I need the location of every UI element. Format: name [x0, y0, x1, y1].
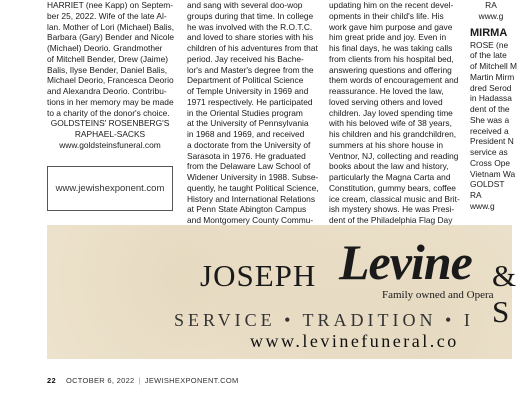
text-line: ber 25, 2022. Wife of the late Al- — [47, 10, 167, 21]
text-line: lan. Mother of Lori (Michael) Balis, — [47, 21, 175, 32]
text-line: he was involved with the R.O.T.C. — [187, 21, 313, 32]
ad-tagline: Family owned and Opera — [382, 289, 494, 301]
text-line: and loved to share stories with his — [187, 32, 314, 43]
text-line: Ventnor, NJ, collecting and reading — [329, 150, 459, 161]
credit-line: RA — [485, 0, 497, 10]
text-line: Department of Political Science — [187, 75, 304, 86]
text-line: ice cream, classical music and Brit- — [329, 193, 460, 204]
text-line: Sarasota in 1976. He graduated — [187, 150, 306, 161]
text-line: in Hadassa — [470, 93, 512, 104]
obituary-column-2 — [187, 0, 319, 226]
text-line: and Alexandra Deorio. Contribu- — [47, 86, 167, 96]
text-line: GOLDST — [470, 179, 505, 190]
text-line: Constitution, gummy bears, coffee — [329, 182, 456, 193]
text-line: of Mitchell Bender, Drew (Jaime) — [47, 53, 169, 64]
text-line: opments in their child's life. His — [329, 10, 444, 21]
text-line: quently, he taught Political Science, — [187, 182, 319, 193]
ad-url[interactable]: www.levinefuneral.co — [250, 331, 459, 351]
text-line: particularly the Magna Carta and — [329, 172, 451, 182]
text-line: service as — [470, 147, 508, 157]
text-line: ROSE (ne — [470, 39, 509, 50]
ad-name-amp: & S — [492, 258, 517, 329]
text-line: summers at his shore house in — [329, 139, 444, 150]
text-line: of Mitchell M — [470, 61, 517, 71]
text-line: updating him on the recent devel- — [329, 0, 454, 10]
text-line: Vietnam Wa — [470, 168, 516, 179]
text-line: work gave him purpose and gave — [329, 21, 453, 32]
text-line: Widener University in 1988. Subse- — [187, 172, 319, 182]
text-line: Cross Ope — [470, 157, 511, 168]
text-line: answering questions and offering — [329, 64, 452, 75]
footer-separator: | — [138, 376, 141, 385]
credit-line: GOLDSTEINS' ROSENBERG'S — [50, 118, 170, 129]
text-line: received a — [470, 125, 509, 136]
obituary-column-1 — [47, 0, 173, 151]
ad-name-first: JOSEPH — [200, 258, 317, 293]
text-line: him great pride and joy. Even in — [329, 32, 447, 43]
text-line: period. Jay received his Bache- — [187, 53, 304, 64]
text-line: She was a — [470, 114, 510, 125]
obituary-column-3 — [329, 0, 459, 226]
text-line: lor's and Master's degree from the — [187, 64, 314, 75]
text-line: Barbara (Gary) Bender and Nicole — [47, 32, 175, 43]
obituary-heading: MIRMA — [470, 26, 508, 39]
text-line: children. Jay loved spending time — [329, 107, 453, 118]
text-line: and Montgomery County Commu- — [187, 215, 314, 225]
funeral-home-advertisement[interactable] — [47, 225, 517, 359]
text-line: books about the law and history, — [329, 161, 449, 172]
text-line: ish mystery shows. He was Presi- — [329, 204, 455, 215]
text-line: dent of the Philadelphia Flag Day — [329, 215, 453, 225]
text-line: www.g — [470, 200, 495, 211]
obituary-column-4 — [470, 0, 517, 212]
text-line: (Michael) Deorio. Grandmother — [47, 43, 163, 53]
footer-date: OCTOBER 6, 2022 — [65, 376, 135, 385]
text-line: of Temple University in 1969 and — [187, 86, 309, 96]
text-line: children of his adventures from that — [187, 43, 318, 53]
text-line: in 1968 and 1969, and received — [187, 129, 305, 139]
text-line: in the Oriental Studies program — [187, 107, 303, 118]
text-line: of the late — [470, 50, 507, 61]
credit-line: www.g — [478, 10, 504, 21]
ad-services: SERVICE • TRADITION • I — [174, 310, 474, 330]
text-line: from the Delaware Law School of — [187, 161, 311, 172]
text-line: with his beloved wife of 38 years, — [329, 118, 452, 129]
text-line: dred Serod — [470, 82, 512, 93]
credit-line: RAPHAEL-SACKS — [74, 129, 146, 139]
text-line: 1971 respectively. He participated — [187, 96, 313, 107]
text-line: at Penn State Abington Campus — [187, 204, 307, 215]
text-line: and sang with several doo-wop — [187, 0, 303, 10]
text-line: Martin Mirm — [470, 71, 515, 82]
credit-url[interactable]: www.goldsteinsfuneral.com — [59, 139, 161, 150]
text-line: his final days, he was taking calls — [329, 43, 453, 53]
text-line: from clients from his hospital bed, — [329, 53, 454, 64]
text-line: to a charity of the donor's choice. — [47, 107, 170, 118]
text-line: reassurance. He loved the law, — [329, 86, 444, 96]
text-line: tions in her memory may be made — [47, 96, 174, 107]
footer-site[interactable]: JEWISHEXPONENT.COM — [144, 376, 239, 385]
text-line: at the University of Pennsylvania — [187, 118, 309, 129]
website-box[interactable]: www.jewishexponent.com — [47, 166, 173, 211]
page-footer — [47, 376, 239, 385]
text-line: loved serving others and loved — [329, 96, 443, 107]
text-line: groups during that time. In college — [187, 10, 314, 21]
text-line: Balis, Ilyse Bender, Daniel Balis, — [47, 64, 168, 75]
ad-name-script: Levine — [339, 234, 472, 290]
text-line: RA — [470, 190, 482, 200]
text-line: them words of encouragement and — [329, 75, 459, 86]
text-line: a doctorate from the University of — [187, 139, 311, 150]
text-line: dent of the — [470, 104, 510, 114]
text-line: Michael Deorio, Francesca Deorio — [47, 75, 174, 86]
text-line: his children and his grandchildren, — [329, 129, 457, 139]
page-number: 22 — [47, 376, 56, 385]
text-line: HARRIET (nee Kapp) on Septem- — [47, 0, 173, 10]
text-line: President N — [470, 136, 514, 147]
text-line: History and International Relations — [187, 193, 316, 204]
